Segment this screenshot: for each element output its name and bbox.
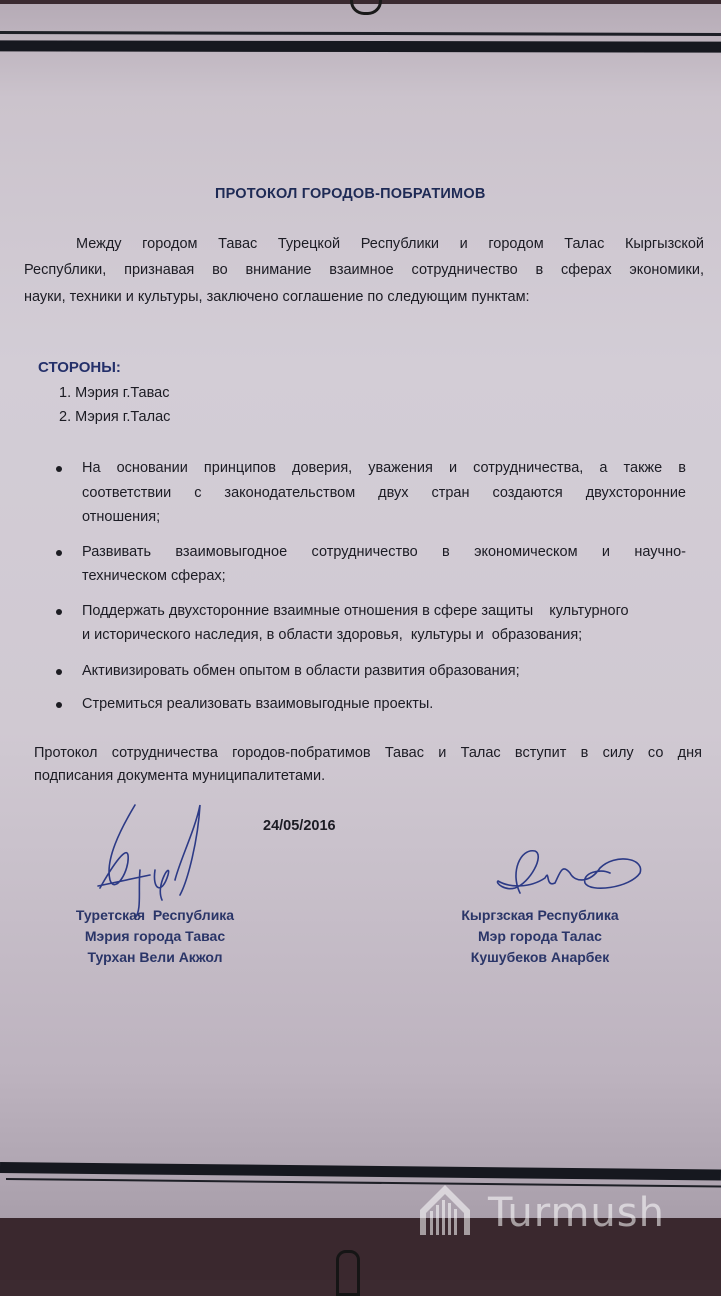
bullet-3-line-1: Поддержать двухсторонние взаимные отношения в сфере защиты культурного <box>82 603 629 619</box>
header-rule-thick <box>0 40 721 52</box>
document-title: ПРОТОКОЛ ГОРОДОВ-ПОБРАТИМОВ <box>215 186 486 202</box>
intro-line-1: Между городом Тавас Турецкой Республики и городом Талас Кыргызской <box>76 236 704 252</box>
signatory-tavas-line-3: Турхан Вели Акжол <box>87 949 223 965</box>
bullet-5-line-1: Стремиться реализовать взаимовыгодные проекты. <box>82 696 434 712</box>
signatory-talas-line-3: Кушубеков Анарбек <box>470 949 610 965</box>
bullet-2-line-1: Развивать взаимовыгодное сотрудничество в экономическом и научно- <box>82 544 686 560</box>
bullet-icon <box>56 466 62 472</box>
party-item: 1. Мэрия г.Тавас <box>59 385 170 401</box>
signatory-talas-line-2: Мэр города Талас <box>478 928 602 944</box>
bullet-icon <box>56 609 62 615</box>
parties-label: СТОРОНЫ: <box>38 359 121 376</box>
signature-talas <box>490 843 650 903</box>
signature-tavas <box>80 800 210 920</box>
bullet-3-line-2: и исторического наследия, в области здоровья, культуры и образования; <box>82 627 583 643</box>
watermark-logo-icon <box>420 1185 480 1235</box>
signatory-tavas <box>50 905 260 968</box>
bullet-4-line-1: Активизировать обмен опытом в области развития образования; <box>82 663 520 679</box>
bullet-icon <box>56 669 62 675</box>
signatory-talas <box>440 905 640 968</box>
bullet-1-line-3: отношения; <box>82 509 161 525</box>
bullet-2-line-2: техническом сферах; <box>82 568 226 584</box>
intro-line-3: науки, техники и культуры, заключено соглашение по следующим пунктам: <box>24 289 530 305</box>
closing-line-1: Протокол сотрудничества городов-побратимов Тавас и Талас вступит в силу со дня <box>34 745 702 761</box>
bullet-1-line-2: соответствии с законодательством двух стран создаются двухсторонние <box>82 485 686 501</box>
signatory-talas-line-1: Кыргзская Республика <box>461 907 619 923</box>
closing-line-2: подписания документа муниципалитетами. <box>34 768 326 784</box>
signatory-tavas-line-1: Туретская Республика <box>75 907 235 923</box>
bullet-1-line-1: На основании принципов доверия, уважения и сотрудничества, а также в <box>82 460 686 476</box>
bullet-icon <box>56 702 62 708</box>
document-date: 24/05/2016 <box>263 818 336 834</box>
binder-clip-bottom <box>336 1250 360 1296</box>
signatory-tavas-line-2: Мэрия города Тавас <box>84 928 226 944</box>
watermark-text: Turmush <box>488 1190 665 1236</box>
party-item: 2. Мэрия г.Талас <box>59 409 171 425</box>
intro-line-2: Республики, признавая во внимание взаимное сотрудничество в сферах экономики, <box>24 262 704 278</box>
bullet-icon <box>56 550 62 556</box>
